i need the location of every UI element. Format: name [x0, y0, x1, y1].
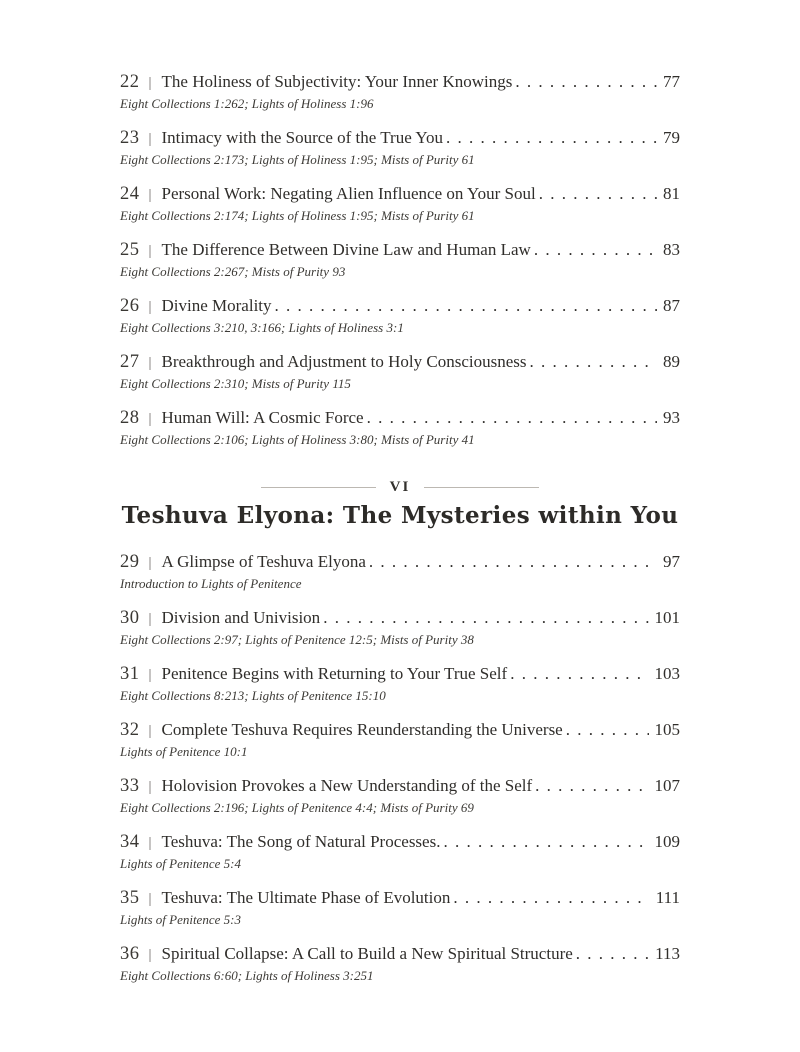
- toc-entry[interactable]: [120, 774, 680, 817]
- entry-number: 24: [120, 184, 140, 204]
- toc-entry[interactable]: [120, 126, 680, 169]
- entry-page-number[interactable]: 93: [663, 408, 680, 427]
- dot-leader: [515, 70, 657, 94]
- entry-number: 29: [120, 552, 140, 572]
- entry-sources: Eight Collections 2:173; Lights of Holiness 1:95; Mists of Purity 61: [120, 152, 475, 167]
- entry-title[interactable]: The Holiness of Subjectivity: Your Inner Knowings: [161, 72, 513, 91]
- entry-title[interactable]: A Glimpse of Teshuva Elyona: [161, 552, 366, 571]
- dot-leader: [510, 662, 648, 686]
- entry-separator: |: [148, 891, 152, 907]
- entry-separator: |: [148, 243, 152, 259]
- entry-separator: |: [148, 779, 152, 795]
- entry-title[interactable]: Breakthrough and Adjustment to Holy Consciousness: [161, 352, 527, 371]
- entry-title[interactable]: Divine Morality: [161, 296, 272, 315]
- dot-leader: [323, 606, 648, 630]
- entry-page-number[interactable]: 81: [663, 184, 680, 203]
- entry-separator: |: [148, 131, 152, 147]
- entry-page-number[interactable]: 111: [655, 888, 680, 907]
- entry-title[interactable]: The Difference Between Divine Law and Human Law: [161, 240, 531, 259]
- entry-sources: Eight Collections 2:97; Lights of Penitence 12:5; Mists of Purity 38: [120, 632, 474, 647]
- entry-page-number[interactable]: 113: [655, 944, 680, 963]
- toc-entry-line: [120, 718, 680, 743]
- entry-number: 34: [120, 832, 140, 852]
- entry-number: 27: [120, 352, 140, 372]
- dot-leader: [576, 942, 649, 966]
- entry-separator: |: [148, 947, 152, 963]
- entry-page-number[interactable]: 83: [663, 240, 680, 259]
- entry-sources: Eight Collections 2:310; Mists of Purity 115: [120, 376, 351, 391]
- entry-separator: |: [148, 835, 152, 851]
- entry-number: 28: [120, 408, 140, 428]
- entry-separator: |: [148, 411, 152, 427]
- entry-title[interactable]: Human Will: A Cosmic Force: [161, 408, 364, 427]
- entry-title[interactable]: Teshuva: The Song of Natural Processes.: [161, 832, 441, 851]
- entries-before-section: [120, 70, 680, 462]
- toc-entry[interactable]: [120, 830, 680, 873]
- entry-number: 35: [120, 888, 140, 908]
- entry-number: 33: [120, 776, 140, 796]
- entry-page-number[interactable]: 89: [663, 352, 680, 371]
- toc-entry[interactable]: [120, 550, 680, 593]
- entry-separator: |: [148, 355, 152, 371]
- entry-sources: Eight Collections 2:196; Lights of Penitence 4:4; Mists of Purity 69: [120, 800, 474, 815]
- entry-page-number[interactable]: 77: [663, 72, 680, 91]
- entry-sources: Eight Collections 6:60; Lights of Holiness 3:251: [120, 968, 374, 983]
- entry-page-number[interactable]: 101: [654, 608, 680, 627]
- toc-entry[interactable]: [120, 406, 680, 449]
- entry-sources: Eight Collections 2:267; Mists of Purity 93: [120, 264, 346, 279]
- entries-after-section: [120, 550, 680, 998]
- toc-entry-line: [120, 182, 680, 207]
- dot-leader: [566, 718, 649, 742]
- toc-entry-line: [120, 350, 680, 375]
- entry-number: 32: [120, 720, 140, 740]
- dot-leader: [446, 126, 657, 150]
- toc-entry-line: [120, 406, 680, 431]
- section-number-row: [120, 478, 680, 496]
- entry-sources: Lights of Penitence 5:4: [120, 856, 241, 871]
- divider-rule-right: [424, 487, 539, 488]
- toc-entry[interactable]: [120, 350, 680, 393]
- toc-entry-line: [120, 662, 680, 687]
- entry-sources: Eight Collections 8:213; Lights of Penitence 15:10: [120, 688, 386, 703]
- toc-entry-line: [120, 70, 680, 95]
- entry-separator: |: [148, 555, 152, 571]
- section-divider: [120, 478, 680, 530]
- entry-page-number[interactable]: 97: [663, 552, 680, 571]
- entry-number: 31: [120, 664, 140, 684]
- toc-entry[interactable]: [120, 662, 680, 705]
- entry-number: 25: [120, 240, 140, 260]
- entry-sources: Eight Collections 2:106; Lights of Holiness 3:80; Mists of Purity 41: [120, 432, 475, 447]
- entry-title[interactable]: Intimacy with the Source of the True You: [161, 128, 443, 147]
- dot-leader: [453, 886, 649, 910]
- entry-title[interactable]: Division and Univision: [161, 608, 321, 627]
- dot-leader: [535, 774, 648, 798]
- toc-entry[interactable]: [120, 182, 680, 225]
- entry-title[interactable]: Personal Work: Negating Alien Influence on Your Soul: [161, 184, 536, 203]
- entry-sources: Eight Collections 2:174; Lights of Holiness 1:95; Mists of Purity 61: [120, 208, 475, 223]
- entry-page-number[interactable]: 103: [654, 664, 680, 683]
- toc-entry[interactable]: [120, 942, 680, 985]
- divider-rule-left: [261, 487, 376, 488]
- entry-separator: |: [148, 187, 152, 203]
- entry-sources: Eight Collections 3:210, 3:166; Lights of Holiness 3:1: [120, 320, 404, 335]
- entry-number: 36: [120, 944, 140, 964]
- dot-leader: [369, 550, 657, 574]
- entry-page-number[interactable]: 109: [654, 832, 680, 851]
- entry-separator: |: [148, 611, 152, 627]
- toc-entry[interactable]: [120, 886, 680, 929]
- dot-leader: [539, 182, 657, 206]
- entry-number: 30: [120, 608, 140, 628]
- entry-separator: |: [148, 667, 152, 683]
- entry-title[interactable]: Penitence Begins with Returning to Your True Self: [161, 664, 508, 683]
- toc-entry-line: [120, 886, 680, 911]
- dot-leader: [443, 830, 648, 854]
- entry-number: 23: [120, 128, 140, 148]
- section-title: Teshuva Elyona: The Mysteries within You: [121, 502, 679, 529]
- toc-entry-line: [120, 774, 680, 799]
- toc-entry[interactable]: [120, 294, 680, 337]
- toc-entry-line: [120, 606, 680, 631]
- toc-entry-line: [120, 238, 680, 263]
- dot-leader: [367, 406, 657, 430]
- toc-entry-line: [120, 550, 680, 575]
- entry-number: 26: [120, 296, 140, 316]
- entry-sources: Introduction to Lights of Penitence: [120, 576, 302, 591]
- entry-page-number[interactable]: 107: [654, 776, 680, 795]
- toc-entry[interactable]: [120, 606, 680, 649]
- toc-entry[interactable]: [120, 238, 680, 281]
- entry-page-number[interactable]: 79: [663, 128, 680, 147]
- dot-leader: [530, 350, 657, 374]
- toc-entry-line: [120, 830, 680, 855]
- entry-sources: Lights of Penitence 5:3: [120, 912, 241, 927]
- entry-sources: Eight Collections 1:262; Lights of Holiness 1:96: [120, 96, 374, 111]
- dot-leader: [275, 294, 657, 318]
- entry-page-number[interactable]: 105: [654, 720, 680, 739]
- entry-title[interactable]: Complete Teshuva Requires Reunderstanding the Universe: [161, 720, 563, 739]
- toc-entry-line: [120, 126, 680, 151]
- entry-sources: Lights of Penitence 10:1: [120, 744, 248, 759]
- toc-entry[interactable]: [120, 70, 680, 113]
- entry-separator: |: [148, 299, 152, 315]
- entry-separator: |: [148, 723, 152, 739]
- toc-entry[interactable]: [120, 718, 680, 761]
- entry-title[interactable]: Teshuva: The Ultimate Phase of Evolution: [161, 888, 451, 907]
- dot-leader: [534, 238, 657, 262]
- entry-page-number[interactable]: 87: [663, 296, 680, 315]
- toc-entry-line: [120, 294, 680, 319]
- entry-separator: |: [148, 75, 152, 91]
- entry-title[interactable]: Spiritual Collapse: A Call to Build a New Spiritual Structure: [161, 944, 573, 963]
- section-number: VI: [389, 478, 411, 495]
- entry-title[interactable]: Holovision Provokes a New Understanding of the Self: [161, 776, 533, 795]
- toc-entry-line: [120, 942, 680, 967]
- entry-number: 22: [120, 72, 140, 92]
